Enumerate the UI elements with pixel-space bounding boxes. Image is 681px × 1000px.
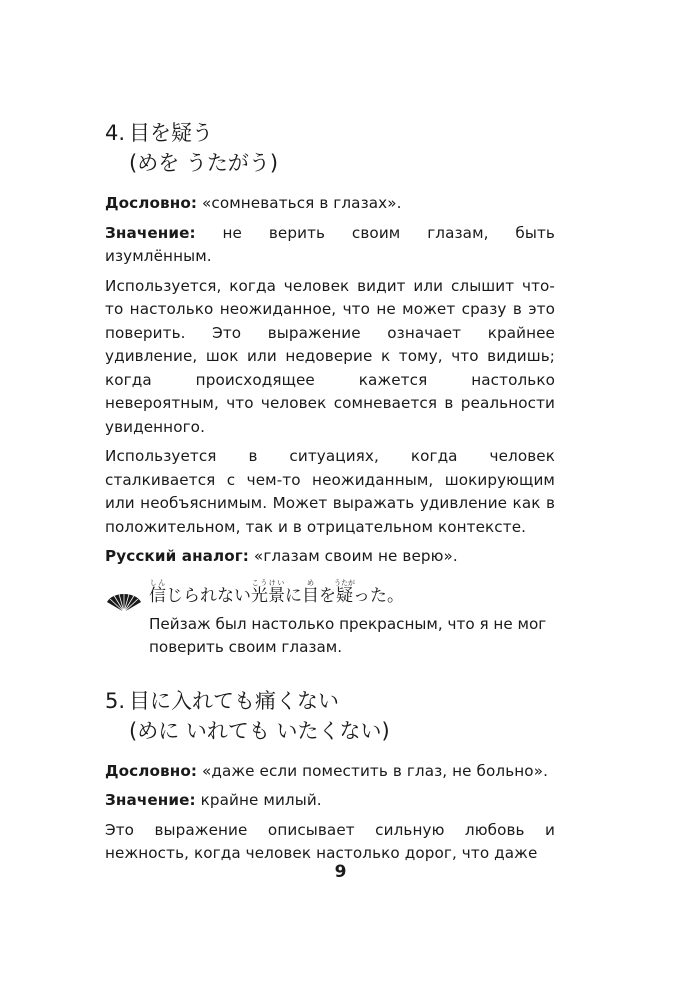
kana-text: じられない (166, 585, 251, 606)
page-number: 9 (334, 862, 347, 882)
kana-text: を (319, 585, 336, 606)
example-block (105, 579, 555, 660)
analog-text: «глазам своим не верю». (253, 547, 458, 565)
kana-text: に (285, 585, 302, 606)
example-translation: Пейзаж был настолько прекрасным, что я не мог поверить своим глазам. (149, 614, 547, 656)
meaning (105, 222, 555, 269)
section-number: 5. (105, 688, 126, 713)
section-reading: (めを うたがう) (129, 151, 279, 175)
section-number: 4. (105, 121, 126, 145)
meaning (105, 789, 555, 813)
fan-icon (105, 593, 143, 613)
meaning-label: Значение: (105, 223, 196, 242)
section-heading (105, 118, 555, 178)
kana-text: った。 (353, 585, 404, 606)
ruby-word: 目め (302, 578, 319, 606)
literal-label: Дословно: (105, 194, 198, 212)
meaning-text: не верить своим глазам, быть изумлённым. (105, 223, 555, 265)
section-reading: (めに いれても いたくない) (129, 718, 390, 743)
section-heading (105, 686, 555, 746)
literal-text: «даже если поместить в глаз, не больно». (201, 761, 549, 780)
page-content (105, 118, 555, 872)
paragraph: Это выражение описывает сильную любовь и нежность, когда человек настолько дорог, что даже (105, 820, 555, 862)
analog-label: Русский аналог: (105, 547, 249, 565)
section-title: 目に入れても痛くない (129, 688, 339, 713)
literal-translation (105, 760, 555, 784)
literal-text: «сомневаться в глазах». (201, 194, 402, 212)
russian-analog (105, 545, 555, 569)
ruby-word: 光景こうけい (251, 578, 285, 606)
paragraph: Используется в ситуациях, когда человек сталкивается с чем-то неожиданным, шокирующим или необъяснимым. Может выражать удивление как в положительном, так и в отрицательном контексте. (105, 447, 555, 536)
ruby-word: 疑うたが (334, 578, 355, 606)
meaning-text: крайне милый. (200, 791, 322, 809)
paragraph: Используется, когда человек видит или слышит что-то настолько неожиданное, что не может сразу в это поверить. Это выражение означает крайнее удивление, шок или недоверие к тому, что видишь; когда происходящее кажется настолько невероятным, что человек сомневается в реальности увиденного. (105, 276, 555, 436)
literal-label: Дословно: (105, 761, 198, 780)
japanese-example (149, 579, 555, 607)
meaning-label: Значение: (105, 791, 196, 809)
ruby-word: 信しん (149, 578, 166, 606)
section-title: 目を疑う (129, 121, 213, 145)
literal-translation (105, 192, 555, 216)
